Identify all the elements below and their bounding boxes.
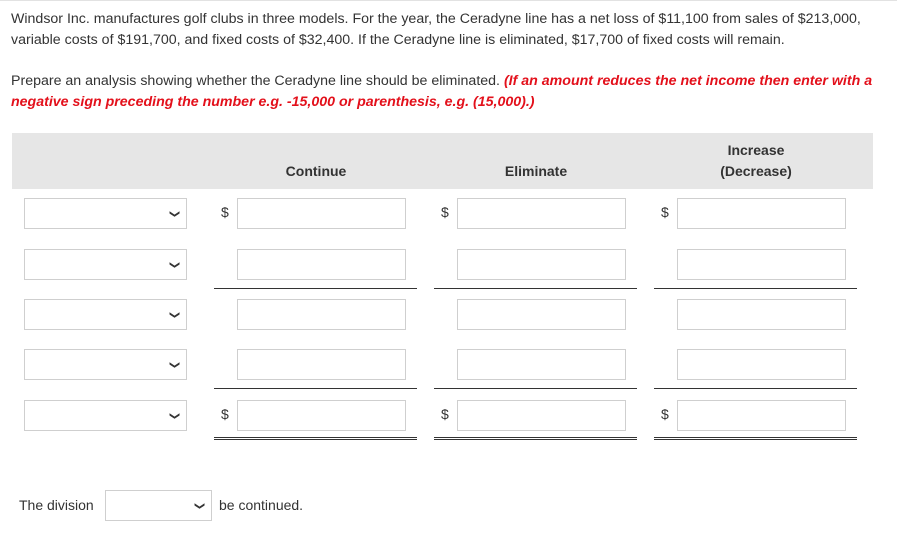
row-4-increase-input[interactable]: [677, 349, 846, 380]
conclusion-prefix: The division: [19, 497, 94, 513]
row-2-label-select[interactable]: [24, 249, 187, 280]
row-2-eliminate-input[interactable]: [457, 249, 626, 280]
total-double-rule: [214, 437, 417, 440]
chevron-down-icon: ❯: [168, 310, 180, 319]
row-4-continue-input[interactable]: [237, 349, 406, 380]
chevron-down-icon: ❯: [168, 260, 180, 269]
total-double-rule: [434, 437, 637, 440]
row-3-eliminate-input[interactable]: [457, 299, 626, 330]
conclusion-select[interactable]: [105, 490, 212, 521]
row-1-continue-input[interactable]: [237, 198, 406, 229]
row-5-label-select[interactable]: [24, 400, 187, 431]
chevron-down-icon: ❯: [168, 209, 180, 218]
row-4-label-select[interactable]: [24, 349, 187, 380]
row-5-continue-dollar: $: [221, 406, 229, 422]
row-2-increase-input[interactable]: [677, 249, 846, 280]
prompt-paragraph: [11, 71, 889, 113]
header-continue: Continue: [285, 163, 347, 179]
row-1-label-select[interactable]: [24, 198, 187, 229]
subtotal-rule: [434, 288, 637, 289]
row-4-eliminate-input[interactable]: [457, 349, 626, 380]
instruction-text: (If an amount reduces the net income then enter with a negative sign preceding the number e.g. -15,000 or parenthesis, e.g. (15,000).): [11, 73, 873, 110]
subtotal-rule: [654, 388, 857, 389]
row-5-eliminate-dollar: $: [441, 406, 449, 422]
row-1-increase-dollar: $: [661, 204, 669, 220]
top-rule: [0, 0, 897, 1]
chevron-down-icon: ❯: [168, 360, 180, 369]
row-1-eliminate-dollar: $: [441, 204, 449, 220]
chevron-down-icon: ❯: [193, 501, 205, 510]
row-5-continue-input[interactable]: [237, 400, 406, 431]
row-2-continue-input[interactable]: [237, 249, 406, 280]
row-3-continue-input[interactable]: [237, 299, 406, 330]
row-3-label-select[interactable]: [24, 299, 187, 330]
row-1-eliminate-input[interactable]: [457, 198, 626, 229]
subtotal-rule: [214, 288, 417, 289]
row-5-increase-input[interactable]: [677, 400, 846, 431]
subtotal-rule: [214, 388, 417, 389]
row-5-increase-dollar: $: [661, 406, 669, 422]
subtotal-rule: [434, 388, 637, 389]
header-increase-line2: (Decrease): [720, 163, 792, 179]
row-1-continue-dollar: $: [221, 204, 229, 220]
row-5-eliminate-input[interactable]: [457, 400, 626, 431]
header-increase-line1: Increase: [727, 142, 785, 158]
header-eliminate: Eliminate: [504, 163, 568, 179]
subtotal-rule: [654, 288, 857, 289]
total-double-rule: [654, 437, 857, 440]
problem-text: Windsor Inc. manufactures golf clubs in three models. For the year, the Ceradyne line has a net loss of $11,100 from sales of $213,000, variable costs of $191,700, and fixed costs of $32,400. If the Ceradyne line is eliminated, $17,700 of fixed costs will remain.: [11, 11, 861, 48]
prompt-text: Prepare an analysis showing whether the Ceradyne line should be eliminated.: [11, 73, 500, 89]
row-3-increase-input[interactable]: [677, 299, 846, 330]
conclusion-suffix: be continued.: [219, 497, 304, 513]
chevron-down-icon: ❯: [168, 411, 180, 420]
row-1-increase-input[interactable]: [677, 198, 846, 229]
